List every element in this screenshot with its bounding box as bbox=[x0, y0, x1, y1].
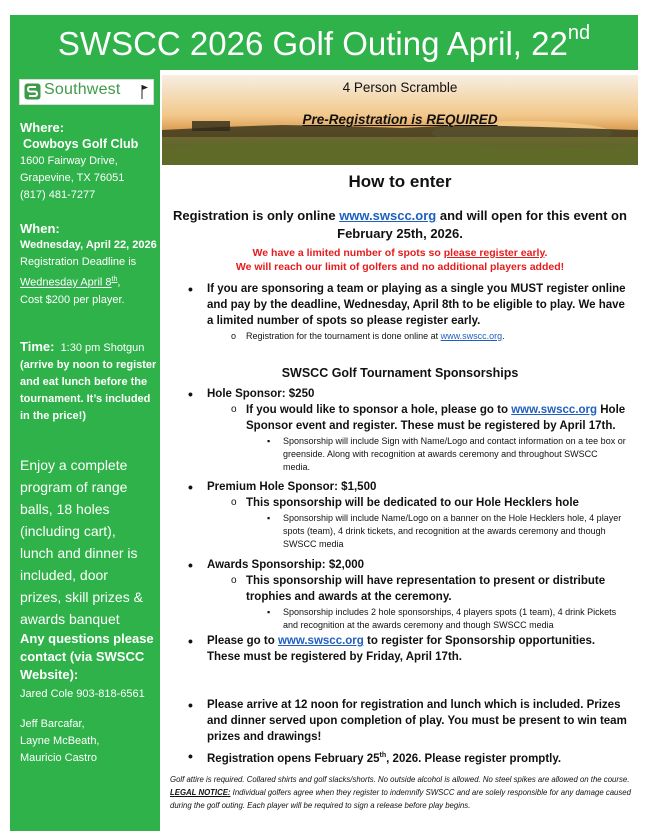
reg-text-pre: Registration is only online bbox=[173, 208, 336, 223]
warning-1-post: . bbox=[544, 247, 548, 259]
swscc-link-3[interactable]: www.swscc.org bbox=[511, 404, 598, 416]
deadline-date: Wednesday April 8 bbox=[20, 276, 112, 289]
program-description: Enjoy a complete program of range balls, 18 holes (including cart), lunch and dinner is included, door prizes, skill prizes & awards banquet bbox=[20, 457, 143, 627]
sponsorships-heading: SWSCC Golf Tournament Sponsorships bbox=[281, 366, 519, 380]
contact-section bbox=[20, 630, 160, 767]
when-heading: When: bbox=[20, 221, 60, 236]
premium-sponsor-description: o This sponsorship will be dedicated to our Hole Hecklers hole bbox=[172, 495, 627, 511]
time-heading: Time: bbox=[20, 339, 55, 354]
where-section bbox=[20, 119, 160, 204]
deadline-label: Registration Deadline is bbox=[20, 256, 137, 268]
contact-layne: Layne McBeath, bbox=[20, 735, 100, 747]
hole-sub-post: Hole Sponsor event and register. These must be registered by April 17th. bbox=[246, 404, 626, 432]
registration-intro bbox=[162, 207, 638, 243]
goto-post: to register for Sponsorship opportunities. These must be registered by Friday, April 17th. bbox=[207, 635, 596, 663]
sponsorship-register-info bbox=[172, 633, 627, 665]
golf-course-photo bbox=[162, 75, 638, 165]
warning-1-underlined: please register early bbox=[443, 247, 545, 259]
limited-spots-warning bbox=[162, 246, 638, 274]
when-section bbox=[20, 220, 160, 309]
event-date: Wednesday, April 22, 2026 bbox=[20, 239, 157, 251]
questions-heading: Any questions please contact (via SWSCC Website): bbox=[20, 631, 154, 682]
online-text: Registration for the tournament is done online at bbox=[246, 331, 439, 341]
warning-1-pre: We have a limited number of spots so bbox=[252, 247, 441, 259]
footer-notice bbox=[170, 773, 636, 812]
awards-sponsorship: • Awards Sponsorship: $2,000 bbox=[172, 557, 627, 573]
swscc-link-4[interactable]: www.swscc.org bbox=[277, 635, 364, 647]
where-heading: Where: bbox=[20, 120, 65, 135]
attire-note: Golf attire is required. Collared shirts and golf slacks/shorts. No outside alcohol is allowed. No steel spikes are allowed on the course. bbox=[170, 775, 630, 784]
bullet-register-deadline: • If you are sponsoring a team or playing as a single you MUST register online and pay by the deadline, Wednesday, April 8th to be eligible to play. We have a limited number of spots so please register early. bbox=[172, 281, 627, 329]
deadline-comma: , bbox=[117, 276, 121, 289]
venue-phone: (817) 481-7277 bbox=[20, 189, 96, 201]
hole-sponsor-detail: ▪ Sponsorship will include Sign with Name/Logo and contact information on a tee box or greenside. Along with recognition at awards ceremony and throughout SWSCC media. bbox=[172, 435, 627, 474]
page-title bbox=[10, 15, 638, 70]
bullet-register-online bbox=[172, 330, 627, 343]
swscc-link[interactable]: www.swscc.org bbox=[339, 208, 437, 223]
logo-text: Southwest bbox=[44, 81, 121, 98]
title-sup: nd bbox=[567, 22, 591, 44]
time-note: (arrive by noon to register and eat lunch before the tournament. It’s included in the price!) bbox=[20, 359, 157, 422]
legal-notice-text: Individual golfers agree when they register to indemnify SWSCC and are solely responsible for any damage caused during the golf outing. Each player will be required to sign a release before play begins. bbox=[170, 788, 631, 810]
title-text: SWSCC 2026 Golf Outing April, 22 bbox=[57, 25, 568, 62]
contact-jared: Jared Cole 903-818-6561 bbox=[20, 688, 145, 700]
cost: Cost $200 per player. bbox=[20, 293, 125, 306]
arrival-info: • Please arrive at 12 noon for registration and lunch which is included. Prizes and dinner served upon completion of play. You must be present to win team prizes and drawings! bbox=[172, 697, 627, 745]
legal-notice-label: LEGAL NOTICE: bbox=[170, 788, 231, 797]
hole-sub-pre: If you would like to sponsor a hole, please go to bbox=[246, 404, 508, 416]
opens-post: , 2026. Please register promptly. bbox=[386, 752, 562, 765]
address-line-1: 1600 Fairway Drive, bbox=[20, 155, 118, 167]
venue-name: Cowboys Golf Club bbox=[23, 137, 139, 151]
s-logo-icon bbox=[24, 83, 41, 100]
warning-line-2: We will reach our limit of golfers and no additional players added! bbox=[235, 261, 565, 273]
hole-sponsor-instructions bbox=[172, 402, 627, 434]
premium-hole-sponsor: • Premium Hole Sponsor: $1,500 bbox=[172, 479, 627, 495]
premium-sponsor-detail: ▪ Sponsorship will include Name/Logo on a banner on the Hole Hecklers hole, 4 player spots (team), 4 drink tickets, and recognition at the awards ceremony and though SWSCC media bbox=[172, 512, 627, 551]
deadline-line bbox=[20, 271, 160, 292]
online-period: . bbox=[502, 331, 505, 341]
awards-sponsor-description: o This sponsorship will have representation to present or distribute trophies and awards at the ceremony. bbox=[172, 573, 627, 605]
opens-pre: Registration opens February 25 bbox=[207, 752, 380, 765]
how-to-enter-heading: How to enter bbox=[348, 172, 452, 191]
address-line-2: Grapevine, TX 76051 bbox=[20, 172, 125, 184]
awards-sponsor-detail: ▪ Sponsorship includes 2 hole sponsorships, 4 players spots (1 team), 4 drink Pickets and recognition at the awards ceremony and though SWSCC media bbox=[172, 606, 627, 632]
deadline-sup: th bbox=[111, 276, 118, 283]
banner-scramble: 4 Person Scramble bbox=[342, 80, 458, 95]
sidebar bbox=[10, 70, 160, 831]
registration-opens bbox=[172, 748, 627, 767]
hole-sponsor: • Hole Sponsor: $250 bbox=[172, 386, 627, 402]
warning-line-1 bbox=[162, 246, 638, 260]
contact-jeff: Jeff Barcafar, bbox=[20, 718, 85, 730]
time-section bbox=[20, 338, 160, 425]
swscc-link-2[interactable]: www.swscc.org bbox=[440, 331, 503, 341]
southwest-logo bbox=[19, 79, 154, 105]
time-line bbox=[20, 338, 160, 357]
closing-notes bbox=[172, 697, 627, 767]
opens-sup: th bbox=[379, 752, 387, 759]
contact-mauricio: Mauricio Castro bbox=[20, 752, 98, 764]
banner-preregistration: Pre-Registration is REQUIRED bbox=[302, 112, 498, 127]
time-value: 1:30 pm Shotgun bbox=[60, 342, 145, 354]
golf-flag-icon bbox=[140, 83, 149, 100]
registration-rules bbox=[172, 281, 627, 343]
goto-pre: Please go to bbox=[207, 635, 275, 647]
sponsorship-list bbox=[172, 386, 627, 665]
reg-text-post: and will open for this event on February 25th, 2026. bbox=[337, 208, 627, 241]
